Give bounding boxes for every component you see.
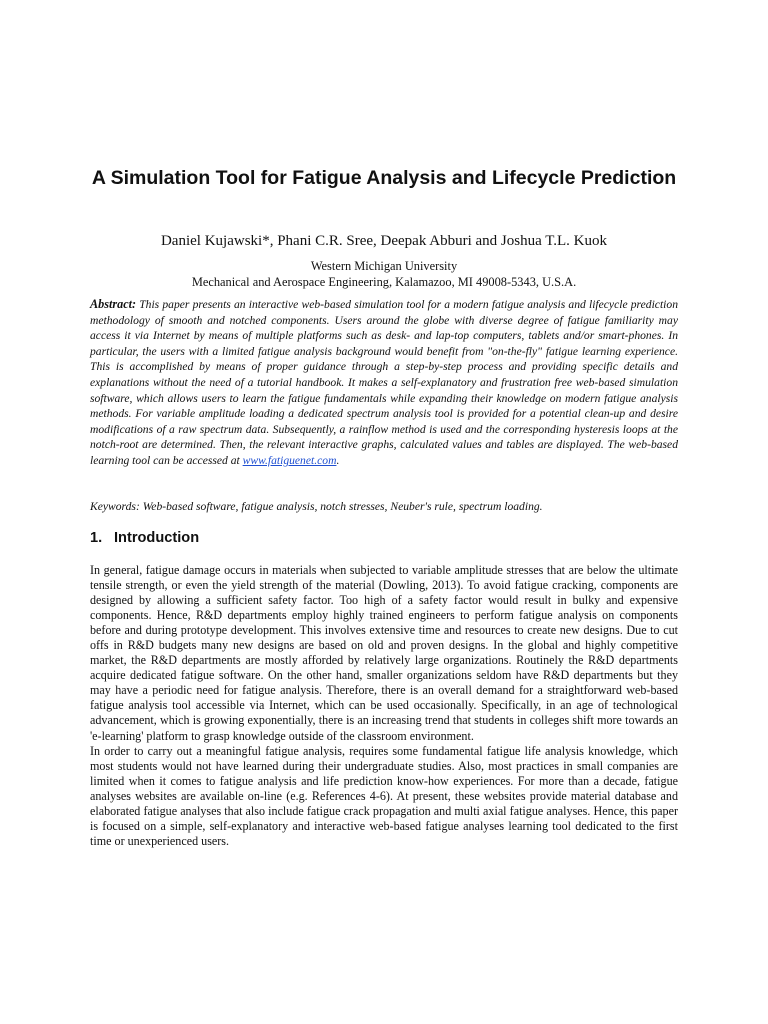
section-heading-introduction: [90, 529, 678, 547]
affiliation: [90, 259, 678, 290]
affiliation-university: Western Michigan University: [310, 259, 458, 273]
paper-title: A Simulation Tool for Fatigue Analysis and Lifecycle Prediction: [91, 167, 677, 189]
website-link[interactable]: www.fatiguenet.com: [242, 453, 337, 467]
section-title: Introduction: [114, 530, 200, 546]
affiliation-department: Mechanical and Aerospace Engineering, Kalamazoo, MI 49008-5343, U.S.A.: [191, 274, 577, 289]
abstract-end: .: [336, 453, 340, 467]
introduction-paragraph-1: In general, fatigue damage occurs in materials when subjected to variable amplitude stresses that are below the ultimate tensile strength, or even the yield strength of the material (Dowling, 2013). To avoid fatigue cracking, components are designed by allowing a sufficient safety factor. Too high of a safety factor would result in bulky and expensive components. Hence, R&D departments employ highly trained engineers to perform fatigue analysis on components before and during prototype development. This involves extensive time and resources to create new designs. Due to cut offs in R&D budgets many new designs are based on old and proven designs. In the global and highly competitive market, the R&D departments are mostly afforded by relatively large organizations. Routinely the R&D departments acquire dedicated fatigue software. On the other hand, smaller organizations seldom have R&D departments but they may have a periodic need for fatigue analysis. Therefore, there is an overall demand for a straightforward web-based fatigue analysis tool accessible via Internet, which can be used occasionally. Specifically, in an age of technological advancement, which is growing exponentially, there is an increasing trend that students in colleges shift more towards an 'e-learning' platform to grasp knowledge outside of the classroom environment.: [90, 563, 678, 743]
abstract-text: This paper presents an interactive web-based simulation tool for a modern fatigue analysis and lifecycle prediction methodology of smooth and notched components. Users around the globe with diverse degree of fatigue familiarity may access it via Internet by means of multiple platforms such as desk- and lap-top computers, tablets and/or smart-phones. In particular, the users with a limited fatigue analysis background would benefit from "on-the-fly" fatigue learning experience. This is accomplished by means of proper guidance through a step-by-step process and providing specific details and explanations without the need of a tutorial handbook. It makes a self-explanatory and frustration free web-based simulation software, which allows users to learn the fatigue fundamentals while expanding their knowledge on modern fatigue analysis methods. For variable amplitude loading a dedicated spectrum analysis tool is provided for a potential clean-up and desire modifications of a raw spectrum data. Subsequently, a rainflow method is used and the corresponding hysteresis loops at the notch-root are determined. Then, the relevant interactive graphs, calculated values and tables are displayed. The web-based learning tool can be accessed at: [90, 298, 678, 467]
abstract: [90, 297, 678, 469]
author-list: Daniel Kujawski*, Phani C.R. Sree, Deepak Abburi and Joshua T.L. Kuok: [160, 233, 608, 249]
keywords: Keywords: Web-based software, fatigue analysis, notch stresses, Neuber's rule, spectrum loading.: [90, 500, 543, 513]
introduction-paragraph-2: In order to carry out a meaningful fatigue analysis, requires some fundamental fatigue life analysis knowledge, which most students would not have learned during their undergraduate studies. Also, most practices in small companies are limited when it comes to fatigue analysis and life prediction know-how experiences. For more than a decade, fatigue analyses websites are available on-line (e.g. References 4-6). At present, these websites provide material database and elaborated fatigue analyses that also include fatigue crack propagation and multi axial fatigue analyses. Hence, this paper is focused on a simple, self-explanatory and interactive web-based fatigue analyses learning tool dedicated to the first time or unexperienced users.: [90, 744, 678, 849]
section-number: 1.: [90, 530, 103, 546]
abstract-label: Abstract:: [90, 297, 137, 311]
